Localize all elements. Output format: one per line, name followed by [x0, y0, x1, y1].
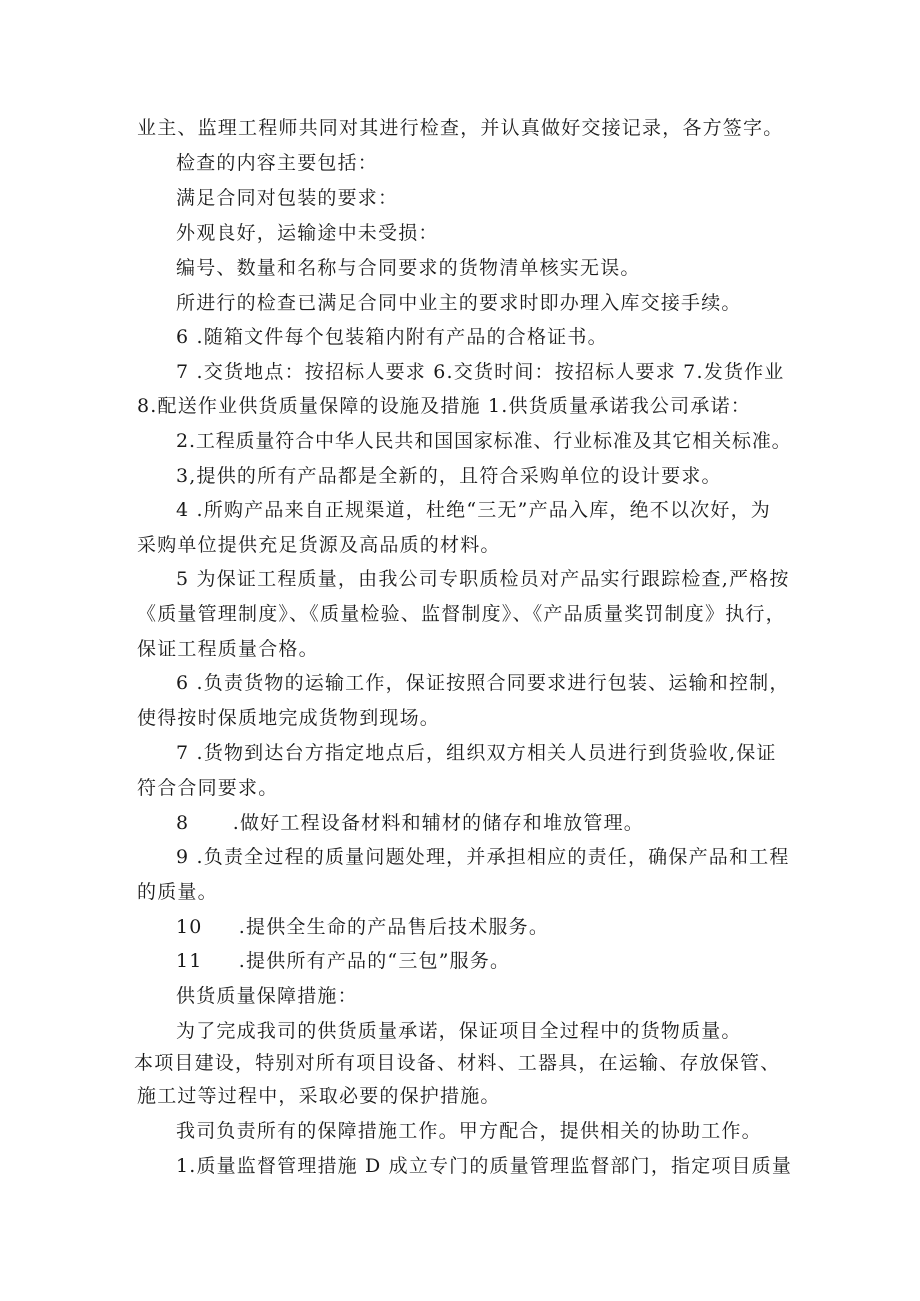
text-line: 11 .提供所有产品的“三包”服务。	[176, 950, 511, 972]
text-line: 8 .做好工程设备材料和辅材的储存和堆放管理。	[176, 812, 644, 834]
text-line: 《质量管理制度》、《质量检验、监督制度》、《产品质量奖罚制度》执行，	[137, 603, 786, 625]
text-line: 本项目建设，特别对所有项目设备、材料、工器具，在运输、存放保管、	[134, 1052, 781, 1074]
text-line: 满足合同对包装的要求：	[176, 187, 399, 209]
text-line: 所进行的检查已满足合同中业主的要求时即办理入库交接手续。	[176, 292, 742, 314]
text-line: 检查的内容主要包括：	[176, 152, 379, 174]
text-line: 8.配送作业供货质量保障的设施及措施 1.供货质量承诺我公司承诺：	[137, 395, 751, 417]
text-line: 编号、数量和名称与合同要求的货物清单核实无误。	[176, 257, 641, 279]
text-line: 采购单位提供充足货源及高品质的材料。	[137, 534, 501, 556]
text-line: 我司负责所有的保障措施工作。甲方配合，提供相关的协助工作。	[176, 1120, 762, 1142]
text-line: 的质量。	[137, 881, 218, 903]
text-line: 10 .提供全生命的产品售后技术服务。	[176, 916, 550, 938]
text-line: 1.质量监督管理措施 D 成立专门的质量管理监督部门，指定项目质量	[176, 1155, 793, 1177]
text-line: 3,提供的所有产品都是全新的，且符合采购单位的设计要求。	[176, 465, 722, 487]
text-line: 9 .负责全过程的质量问题处理，并承担相应的责任，确保产品和工程	[176, 846, 790, 868]
text-line: 2.工程质量符合中华人民共和国国家标准、行业标准及其它相关标准。	[176, 430, 792, 452]
text-line: 7 .交货地点：按招标人要求 6.交货时间：按招标人要求 7.发货作业	[176, 361, 785, 383]
text-line: 5 为保证工程质量，由我公司专职质检员对产品实行跟踪检查,严格按	[176, 568, 790, 590]
text-line: 使得按时保质地完成货物到现场。	[137, 707, 441, 729]
text-line: 6 .随箱文件每个包装箱内附有产品的合格证书。	[176, 326, 608, 348]
text-line: 为了完成我司的供货质量承诺，保证项目全过程中的货物质量。	[176, 1020, 742, 1042]
text-line: 4 .所购产品来自正规渠道，杜绝“三无”产品入库，绝不以次好，为	[176, 499, 771, 521]
text-line: 保证工程质量合格。	[137, 638, 319, 660]
text-line: 7 .货物到达台方指定地点后，组织双方相关人员进行到货验收,保证	[176, 742, 777, 764]
text-line: 供货质量保障措施：	[176, 985, 358, 1007]
text-line: 外观良好，运输途中未受损：	[176, 222, 439, 244]
text-line: 6 .负责货物的运输工作，保证按照合同要求进行包装、运输和控制，	[176, 672, 790, 694]
text-line: 施工过等过程中，采取必要的保护措施。	[137, 1085, 501, 1107]
text-line: 符合合同要求。	[137, 777, 279, 799]
text-line: 业主、监理工程师共同对其进行检查，并认真做好交接记录，各方签字。	[137, 117, 784, 139]
